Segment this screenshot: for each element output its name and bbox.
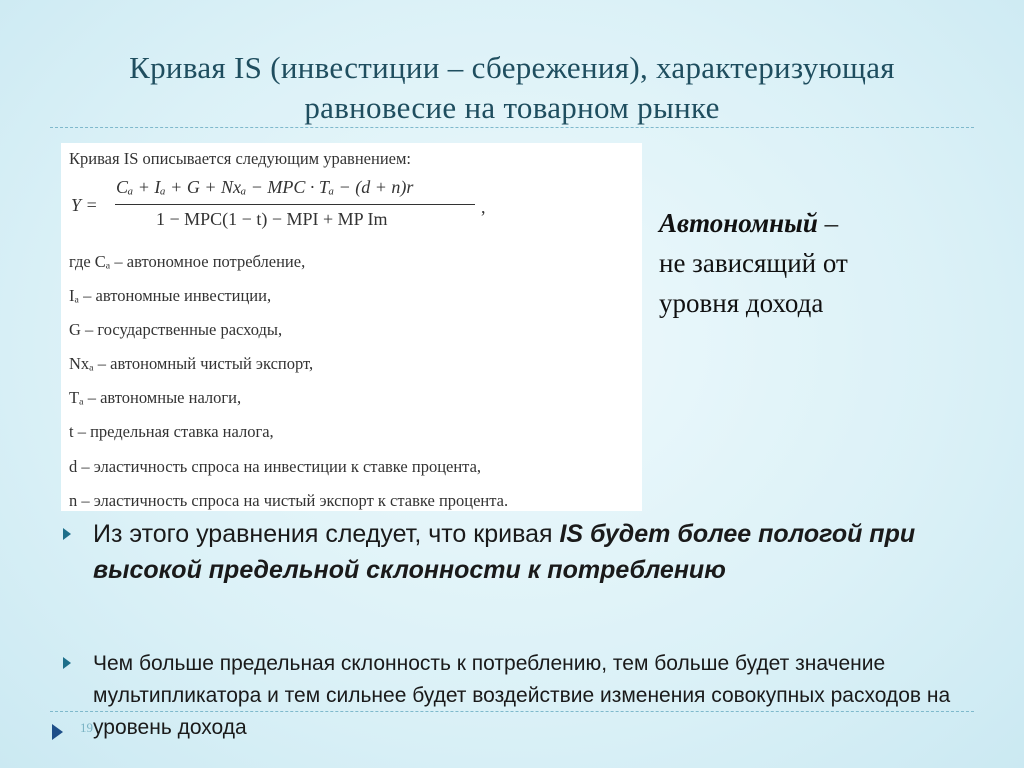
definition-item: n – эластичность спроса на чистый экспорт к ставке процента. bbox=[69, 490, 509, 510]
title-line-1: Кривая IS (инвестиции – сбережения), характеризующая bbox=[129, 50, 895, 85]
bullet-2-text: Чем больше предельная склонность к потреблению, тем больше будет значение мультипликатора и тем сильнее будет воздействие изменения совокупных расходов на уровень дохода bbox=[93, 652, 951, 739]
note-line-2: не зависящий от bbox=[659, 248, 848, 278]
bullet-arrow-icon bbox=[63, 657, 71, 669]
definition-item: d – эластичность спроса на инвестиции к ставке процента, bbox=[69, 456, 482, 476]
bullet-arrow-icon bbox=[63, 528, 71, 540]
note-line-3: уровня дохода bbox=[659, 288, 824, 318]
top-divider bbox=[50, 127, 974, 128]
is-equation bbox=[71, 173, 631, 243]
corner-arrow-icon bbox=[52, 724, 63, 740]
equation-numerator: Cₐ + Iₐ + G + Nxₐ − MPC · Tₐ − (d + n)r bbox=[116, 177, 414, 197]
definition-item: Tₐ – автономные налоги, bbox=[69, 388, 242, 408]
formula-image bbox=[61, 143, 642, 511]
bullet-1 bbox=[93, 516, 953, 588]
autonomous-note bbox=[659, 203, 959, 323]
note-term: Автономный bbox=[659, 208, 818, 238]
equation-comma: , bbox=[481, 197, 486, 217]
equation-lhs: Y = bbox=[71, 195, 98, 215]
definition-item: t – предельная ставка налога, bbox=[69, 422, 274, 442]
definition-item: где Cₐ – автономное потребление, bbox=[69, 252, 306, 271]
page-number: 19 bbox=[80, 720, 93, 735]
fraction-bar bbox=[115, 204, 475, 205]
definitions-list bbox=[69, 245, 508, 518]
equation-denominator: 1 − MPC(1 − t) − MPI + MP Im bbox=[156, 209, 388, 229]
definition-item: G – государственные расходы, bbox=[69, 320, 283, 340]
bullet-1-emphasis: IS будет более пологой при высокой предельной склонности к потреблению bbox=[93, 520, 916, 584]
slide-title bbox=[40, 48, 984, 128]
formula-intro: Кривая IS описывается следующим уравнением: bbox=[69, 149, 411, 168]
title-line-2: равновесие на товарном рынке bbox=[304, 90, 720, 125]
note-dash: – bbox=[817, 208, 839, 238]
definition-item: Iₐ – автономные инвестиции, bbox=[69, 286, 272, 306]
bullet-1-text: Из этого уравнения следует, что кривая bbox=[93, 520, 560, 548]
definition-item: Nxₐ – автономный чистый экспорт, bbox=[69, 354, 314, 374]
bottom-divider bbox=[50, 711, 974, 712]
bullet-2 bbox=[93, 648, 973, 744]
